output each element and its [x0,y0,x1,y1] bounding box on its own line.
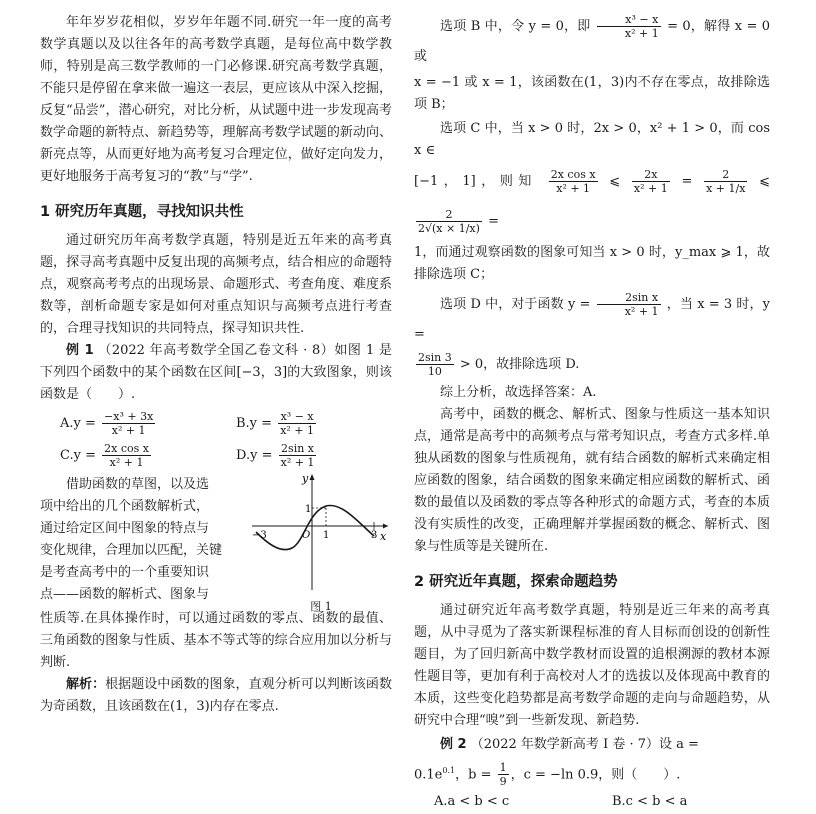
function-graph [250,468,392,594]
option-a: A.y = $\frac{\text{−x³ + 3x}}{\text{x² + 1}}$ [60,410,154,437]
option-b-analysis-line1: 选项 B 中，令 y = 0，即 $\frac{\text{x³ − x}}{\text{x² + 1}}$ = 0，解得 x = 0 或 [414,13,770,64]
option-c: C.y = $\frac{\text{2x cos x}}{\text{x² + 1}}$ [60,442,149,469]
example1-prompt [40,340,392,406]
section2-paragraph: 通过研究近年高考数学真题，特别是近三年来的高考真题，从中寻觅为了落实新课程标准的育人目标而创设的创新性题目，为了回归新高中数学教材而设置的追根溯源的教材本源性题目等，更加有利于高校对人才的选拔以及体现高中教育的本质，这些变化趋势都是高考数学命题的走向与命题趋势，从研究中合理“嗅”到一些新发现、新趋势. [414,603,770,728]
option-d-analysis-line2: $\frac{2\sin 3}{10}$ > 0，故排除选项 D. [418,351,580,378]
x-axis-label: x [380,530,387,543]
x-tick-neg3: −3 [252,530,267,541]
option-d-analysis-line1: 选项 D 中，对于函数 y = $\frac{\text{2sin x}}{\text{x² + 1}}$ ，当 x = 3 时，y = [414,291,770,342]
option-c-analysis-line1: 选项 C 中，当 x > 0 时，2x > 0，x² + 1 > 0，而 cos x ∈ [414,121,770,158]
figure-side-text: 借助函数的草图，以及选 项中给出的几个函数解析式， 通过给定区间中图象的特点与 变化规律，合理加以匹配，关键 是考查高考中的一个重要知识 点——函数的解析式、图象与 [40,477,223,602]
example1-text: （2022 年高考数学全国乙卷文科 · 8）如图 1 是下列四个函数中的某个函数在区间[−3，3]的大致图象，则该函数是（ ）. [40,343,393,402]
section1-heading: 1 研究历年真题，寻找知识共性 [40,204,244,220]
example1-label: 例 1 [66,343,94,358]
right-column [414,0,770,814]
x-axis-arrow-icon [383,524,388,529]
option-b-analysis-fraction: $\frac{\text{x³ − x}}{\text{x² + 1}}$ [597,13,661,40]
section1-paragraph: 通过研究历年高考数学真题，特别是近五年来的高考真题，探寻高考真题中反复出现的高频考点，结合相应的命题特点，观察高考考点的出现场景、命题形式、考查角度、难度系数等，剖析命题专家是如何对重点知识与高频考点进行考查的，合理寻找知识的共同特点，探寻知识共性. [40,233,392,336]
y-axis-arrow-icon [310,474,315,480]
method-paragraph: 性质等.在具体操作时，可以通过函数的零点、函数的最值、三角函数的图象与性质、基本不等式等的综合应用加以分析与判断. [40,611,392,670]
y-axis-label: y [302,472,309,485]
example2-option-a: A.a < b < c [434,794,510,810]
option-c-fraction: $\frac{\text{2x cos x}}{\text{x² + 1}}$ [104,442,149,469]
figure-caption: 图 1 [310,600,332,613]
analysis-label: 解析： [66,677,106,692]
example2-option-b: B.c < b < a [612,794,688,810]
intro-paragraph: 年年岁岁花相似，岁岁年年题不同.研究一年一度的高考数学真题以及以往各年的高考数学真题，是每位高中数学教师，特别是高三数学教师的一门必修课.研究高考数学真题，不能只是停留在拿来做一遍这一表层，更应该从中深入挖掘，反复“品尝”，潜心研究，对比分析，从试题中进一步发现高考数学命题的新特点、新趋势等，理解高考数学试题的新动向、新亮点等，从而更好地为高考复习合理定位，做好定向发力，更好地服务于高考复习的“教”与“学”. [40,15,392,184]
origin-label: O [302,530,311,541]
section2-heading: 2 研究近年真题，探索命题趋势 [414,574,618,590]
option-d: D.y = $\frac{\text{2sin x}}{\text{x² + 1}}$ [236,442,315,469]
option-c-inequality: [−1，1]，则知 $\frac{\text{2x cos x}}{\text{x² + 1}}$ ⩽ $\frac{2x}{\text{x² + 1}}$ = $\frac{2}{x + 1/x}$ ⩽ $\frac{2}{2√(x \times 1/x)}$ = [414,168,771,235]
option-b-fraction: $\frac{\text{x³ − x}}{\text{x² + 1}}$ [280,410,315,437]
option-a-fraction: $\frac{\text{−x³ + 3x}}{\text{x² + 1}}$ [104,410,154,437]
figure-block [40,472,392,613]
example2-definitions: $0.1e^{0.1}$，b = $\frac{1}{9}$ ，c = −ln 0.9，则（ ）. [414,761,681,789]
option-c-analysis-line3: 1，而通过观察函数的图象可知当 x > 0 时，y_max ⩾ 1，故排除选项 C； [414,245,770,282]
example2-options [414,790,770,814]
function-curve [256,505,374,549]
conclusion-line: 综上分析，故选择答案：A. [440,385,597,400]
left-column [40,0,392,718]
analysis-paragraph: 解析：根据题设中函数的图象，直观分析可以判断该函数为奇函数，且该函数在(1，3)内存在零点. [40,677,392,714]
example2-label: 例 2 [440,737,467,752]
options-row-1 [40,408,392,440]
option-d-fraction: $\frac{\text{2sin x}}{\text{x² + 1}}$ [280,442,315,469]
option-b: B.y = $\frac{\text{x³ − x}}{\text{x² + 1}}$ [236,410,315,437]
figure-1 [250,468,392,614]
y-tick-1: 1 [305,504,312,515]
example2-prompt: 例 2 （2022 年数学新高考 Ⅰ 卷 · 7）设 a = [440,737,699,752]
option-b-analysis-line2: x = −1 或 x = 1，该函数在(1，3)内不存在零点，故排除选项 B； [414,75,770,112]
summary-paragraph: 高考中，函数的概念、解析式、图象与性质这一基本知识点，通常是高考中的高频考点与常考知识点，考查方式多样.单独从函数的图象与性质视角，就有结合函数的解析式来确定相应函数的图象，结合函数的图象来确定相应函数的解析式、函数的最值以及函数的零点等各种形式的命题方式，考查的本质没有实质性的改变，正确理解并掌握函数的概念、解析式、图象与性质等是关键所在. [414,407,770,554]
x-tick-3: 3 [371,530,378,541]
x-tick-1: 1 [323,530,330,541]
